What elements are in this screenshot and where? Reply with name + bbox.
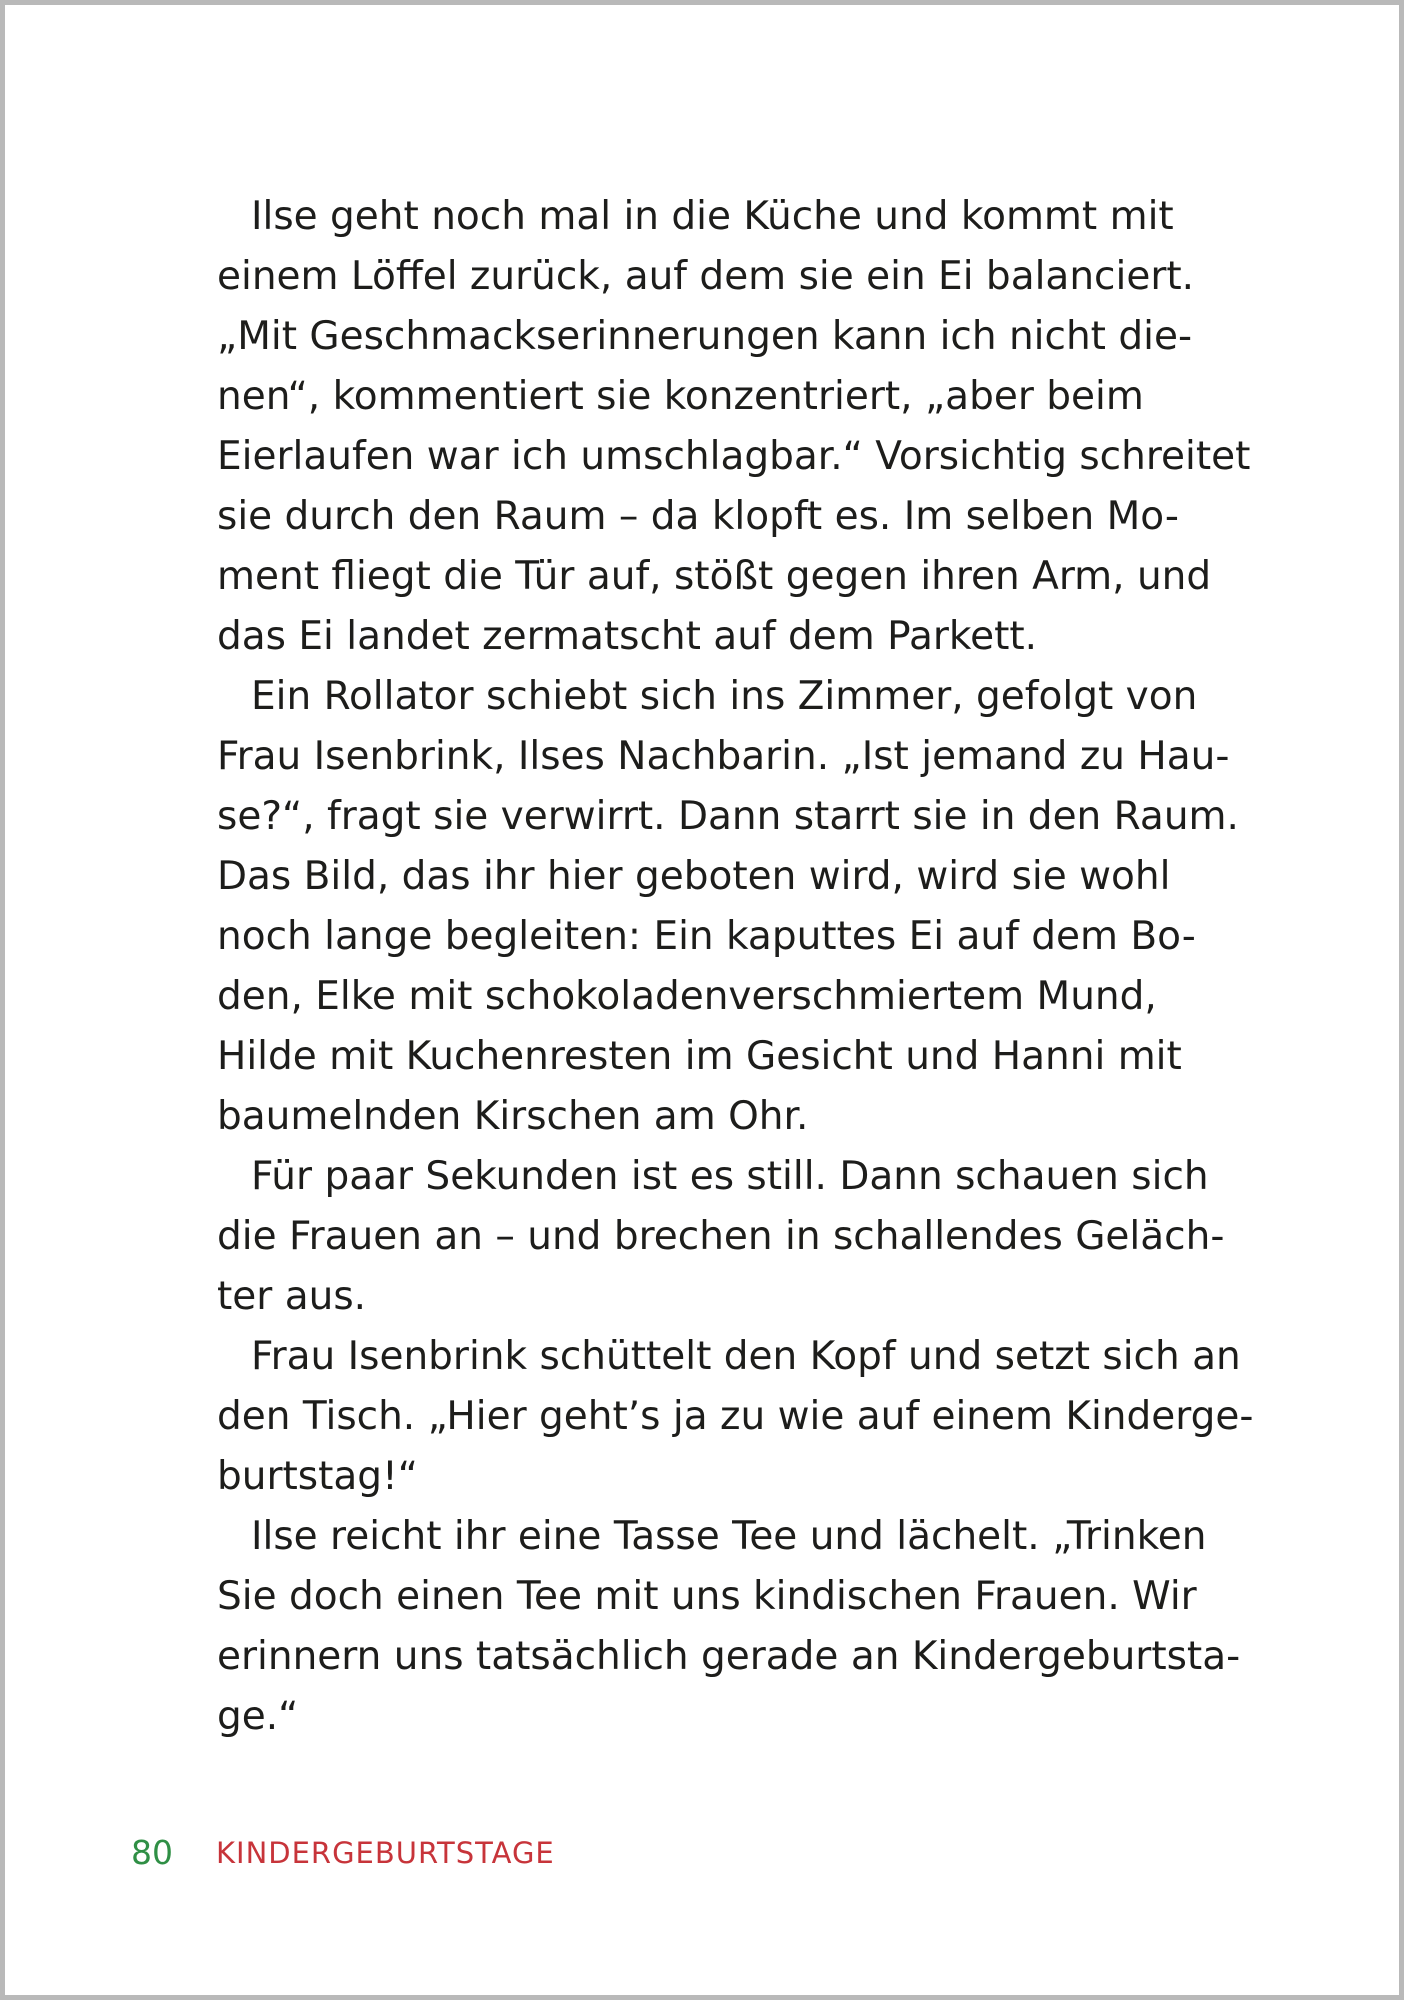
paragraph-2-line-4: Das Bild, das ihr hier geboten wird, wird sie wohl — [217, 854, 1171, 899]
paragraph-5-line-4: ge.“ — [217, 1694, 299, 1739]
body-text — [217, 187, 1254, 1747]
paragraph-3-line-1: Für paar Sekunden ist es still. Dann schauen sich — [251, 1154, 1209, 1199]
paragraph-1-line-8: das Ei landet zermatscht auf dem Parkett. — [217, 614, 1038, 659]
paragraph-4-line-3: burtstag!“ — [217, 1454, 418, 1499]
paragraph-1-line-2: einem Löffel zurück, auf dem sie ein Ei balanciert. — [217, 254, 1195, 299]
paragraph-2-line-2: Frau Isenbrink, Ilses Nachbarin. „Ist jemand zu Hau- — [217, 734, 1230, 779]
paragraph-4-line-2: den Tisch. „Hier geht’s ja zu wie auf einem Kinderge- — [217, 1394, 1254, 1439]
paragraph-2-line-8: baumelnden Kirschen am Ohr. — [217, 1094, 809, 1139]
paragraph-2-line-1: Ein Rollator schiebt sich ins Zimmer, gefolgt von — [251, 674, 1198, 719]
running-head: KINDERGEBURTSTAGE — [216, 1836, 555, 1870]
paragraph-3-line-2: die Frauen an – und brechen in schallendes Geläch- — [217, 1214, 1225, 1259]
paragraph-2-line-5: noch lange begleiten: Ein kaputtes Ei auf dem Bo- — [217, 914, 1196, 959]
page-number: 80 — [131, 1833, 173, 1872]
paragraph-3-line-3: ter aus. — [217, 1274, 367, 1319]
paragraph-5-line-2: Sie doch einen Tee mit uns kindischen Frauen. Wir — [217, 1574, 1197, 1619]
paragraph-1-line-6: sie durch den Raum – da klopft es. Im selben Mo- — [217, 494, 1179, 539]
paragraph-1-line-1: Ilse geht noch mal in die Küche und kommt mit — [251, 194, 1174, 239]
paragraph-1-line-3: „Mit Geschmackserinnerungen kann ich nicht die- — [217, 314, 1193, 359]
paragraph-1-line-7: ment fliegt die Tür auf, stößt gegen ihren Arm, und — [217, 554, 1212, 599]
paragraph-2-line-6: den, Elke mit schokoladenverschmiertem Mund, — [217, 974, 1157, 1019]
paragraph-5-line-3: erinnern uns tatsächlich gerade an Kindergeburtsta- — [217, 1634, 1241, 1679]
paragraph-2-line-3: se?“, fragt sie verwirrt. Dann starrt sie in den Raum. — [217, 794, 1239, 839]
paragraph-1-line-4: nen“, kommentiert sie konzentriert, „aber beim — [217, 374, 1144, 419]
paragraph-2-line-7: Hilde mit Kuchenresten im Gesicht und Hanni mit — [217, 1034, 1182, 1079]
paragraph-5-line-1: Ilse reicht ihr eine Tasse Tee und lächelt. „Trinken — [251, 1514, 1207, 1559]
paragraph-4-line-1: Frau Isenbrink schüttelt den Kopf und setzt sich an — [251, 1334, 1241, 1379]
paragraph-1-line-5: Eierlaufen war ich umschlagbar.“ Vorsichtig schreitet — [217, 434, 1251, 479]
